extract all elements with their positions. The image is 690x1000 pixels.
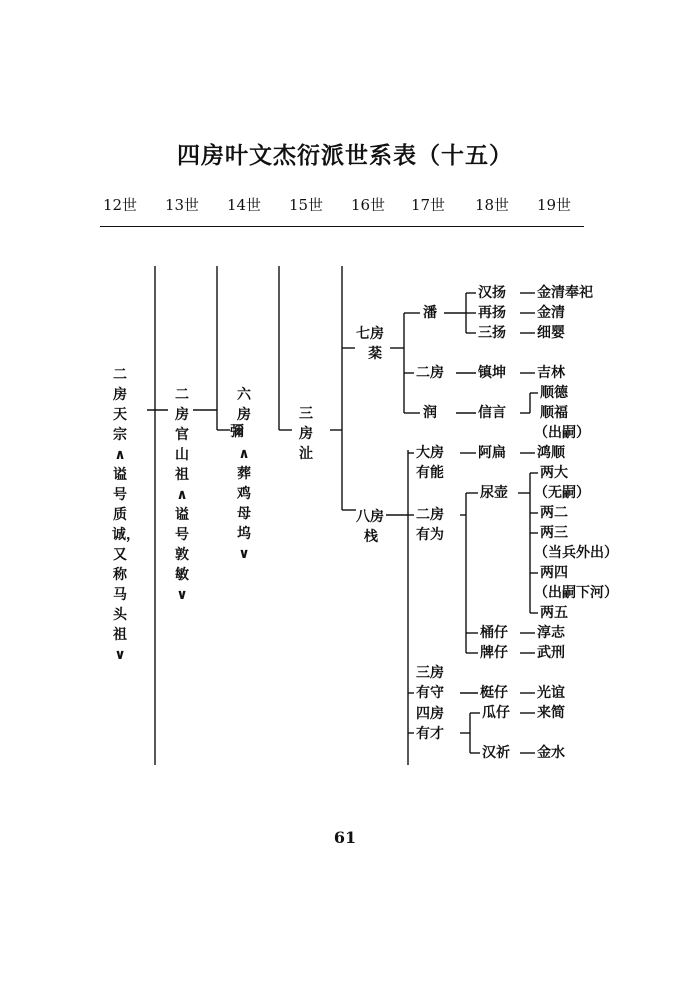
person-g19-laijian: 来简 [537,705,565,721]
person-g14-note: ∧葬鸡母坞∨ [237,446,251,562]
person-g19-liang3: 两三 [540,525,568,541]
person-g18-guazai: 瓜仔 [482,705,510,721]
person-g17-sifang-name: 有才 [416,726,444,742]
person-g17-sanfang-name: 有守 [416,685,444,701]
generation-header-17: 17世 [410,196,446,214]
person-g13-guanshan: 二房官山祖∧谥号敦敏∨ [175,387,189,603]
person-g18-tongzai: 桶仔 [480,625,508,641]
person-g18-hanyang: 汉扬 [478,285,506,301]
person-g19-shunfu: 顺福 [540,405,568,421]
person-g19-chusi-note: （出嗣） [534,425,590,441]
person-g18-zhenkun: 镇坤 [478,365,506,381]
person-g18-zaiyang: 再扬 [478,305,506,321]
page-number: 61 [333,828,357,847]
person-g19-shunde: 顺德 [540,385,568,401]
person-g12-tianzong: 二房天宗∧谥号质诚，又称马头祖∨ [112,367,140,663]
generation-header-15: 15世 [288,196,324,214]
person-g19-jilin: 吉林 [537,365,565,381]
person-g17-erfang2: 二房 [416,507,444,523]
page-title: 四房叶文杰衍派世系表（十五） [177,142,513,169]
person-g19-dangbing-note: （当兵外出） [534,545,618,561]
person-g17-pan: 潘 [423,305,437,321]
person-g17-dafang: 大房 [416,445,444,461]
person-g19-jinqing: 金清 [537,305,565,321]
person-g19-liang2: 两二 [540,505,568,521]
person-g19-jinshui: 金水 [537,745,565,761]
person-g17-erfang2-name: 有为 [416,527,444,543]
person-g19-hongshun: 鸿顺 [537,445,565,461]
person-g16-bafang-name: 栈 [364,529,378,545]
person-g18-abian: 阿扁 [478,445,506,461]
person-g18-hanqi: 汉祈 [482,745,510,761]
person-g16-bafang-rank: 八房 [356,509,384,525]
person-g19-wuxing: 武刑 [537,645,565,661]
person-g19-liangda: 两大 [540,465,568,481]
person-g17-erfang: 二房 [416,365,444,381]
person-g17-sanfang: 三房 [416,665,444,681]
person-g15-zhi: 三房沚 [299,406,313,462]
generation-header-19: 19世 [536,196,572,214]
generation-header-18: 18世 [474,196,510,214]
generation-header-16: 16世 [350,196,386,214]
person-g19-jinqing-fengsi: 金清奉祀 [537,285,593,301]
person-g18-sanyang: 三扬 [478,325,506,341]
person-g14-name: 彌 [230,424,244,440]
person-g17-sifang: 四房 [416,706,444,722]
person-g18-paizai: 牌仔 [480,645,508,661]
generation-header-14: 14世 [226,196,262,214]
person-g19-chusixiahe-note: （出嗣下河） [534,585,618,601]
person-g19-guangyi: 光谊 [537,685,565,701]
person-g18-niaohu: 尿壶 [480,485,508,501]
person-g19-xiying: 细婴 [537,325,565,341]
person-g16-qifang-rank: 七房 [356,326,384,342]
person-g18-xinyan: 信言 [478,405,506,421]
person-g14-rank: 六房 [237,387,251,423]
person-g16-qifang-name: 棻 [368,346,382,362]
person-g19-liang5: 两五 [540,605,568,621]
person-g17-run: 润 [423,405,437,421]
person-g18-tingzai: 梃仔 [480,685,508,701]
person-g17-dafang-name: 有能 [416,465,444,481]
person-g19-chunzhi: 淳志 [537,625,565,641]
person-g19-wusi-note: （无嗣） [534,485,590,501]
person-g19-liang4: 两四 [540,565,568,581]
generation-header-12: 12世 [102,196,138,214]
generation-header-13: 13世 [164,196,200,214]
